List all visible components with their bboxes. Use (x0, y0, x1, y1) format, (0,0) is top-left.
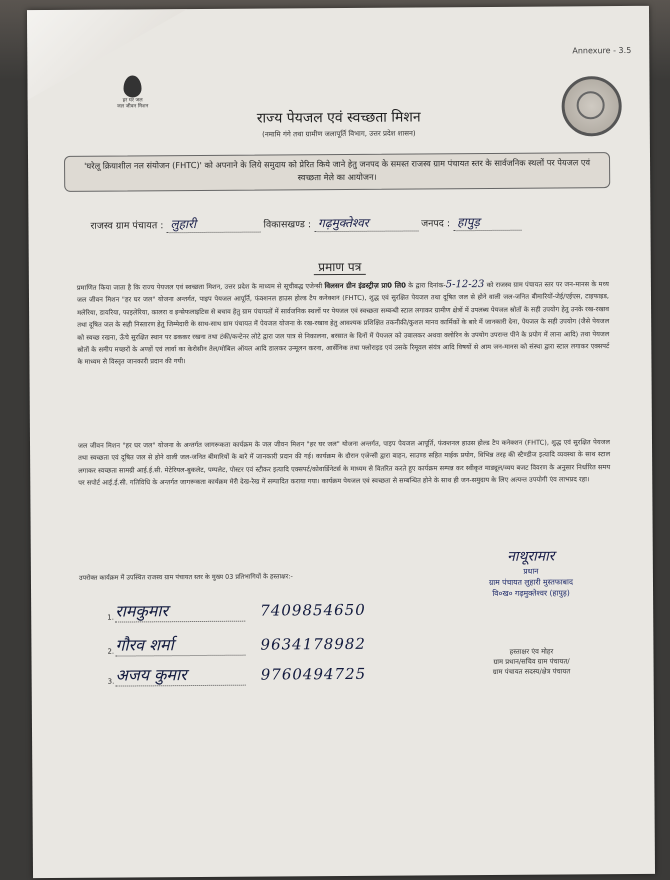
gram-value: लुहारी (166, 215, 260, 234)
participant-phone: 7409854650 (260, 600, 366, 620)
annexure-label: Annexure - 3.5 (572, 45, 632, 56)
pradhan-signature-block (441, 546, 621, 599)
event-banner: 'घरेलू क्रियाशील नल संयोजन (FHTC)' को अपनाने के लिये समुदाय को प्रेरित किये जाने हेतु जनपद के समस्त राजस्व ग्राम पंचायत स्तर के सार्वजनिक स्थलों पर पेयजल एवं स्वच्छता मेले का आयोजन। (64, 152, 610, 192)
village-row (90, 212, 610, 234)
document-page (27, 6, 655, 878)
gram-label: राजस्व ग्राम पंचायत : (90, 220, 164, 232)
logo-text-1: हर घर जल (122, 97, 143, 104)
har-ghar-jal-logo (109, 75, 155, 109)
water-drop-icon (123, 75, 141, 97)
participant-name: गौरव शर्मा (115, 633, 245, 657)
district-label: जनपद : (421, 218, 451, 230)
stamp-line-2: ग्राम पंचायत लुहारी मुस्तफाबाद (488, 577, 574, 587)
paragraph-1: प्रमाणित किया जाता है कि राज्य पेयजल एवं स्वच्छता मिशन, उत्तर प्रदेश के माध्यम से सूचीबद्ध एजेन्सी विलसन ग्रीन इंडस्ट्रीज़ प्रा0 लि0 के द्वारा दिनांक-5-12-23 को राजस्व ग्राम पंचायत स्तर पर जन-मानस के मध्य जल जीवन मिशन "हर घर जल" योजना अन्तर्गत, पाइप पेयजल आपूर्ति, फंक्शनल हाउस होल्ड टैप कनेक्शन (FHTC), शुद्ध एवं सुरक्षित पेयजल तथा दूषित जल से होने वाली जल-जनित बीमारियों-जेई/एईएस, टाइफाइड, मलेरिया, डायरिया, फाइलेरिया, कालरा व इन्सेफलाइटिस से बचाव हेतु ग्राम पंचायतों में सार्वजनिक स्थलों पर पेयजल एवं स्वच्छता सम्बन्धी स्टाल लगाकर ग्रामीण क्षेत्रों में उपलब्ध पेयजल स्रोतों के सही उपयोग हेतु उनके रख-रखाव तथा दूषित जल के सही निस्तारण हेतु जिम्मेदारी के साथ-साथ ग्राम पंचायत में पेयजल योजना के रख-रखाव हेतु आवश्यक प्रशिक्षित तकनीकी/कुशल मानव कार्मिकों के बारे में जानकारी देना, पेयजल के सही उपयोग (जैसे पेयजल को स्वच्छ रखना, ऊँचे सुरक्षित स्थान पर ढककर रखना तथा टंकी/कन्टेनर लोटे द्वारा जल पात्र से निकालना, बरसात के दिनों में पेयजल को उबालकर अथवा क्लोरिन के उपयोग उपरान्त पीने के प्रयोग में लाना आदि) तथा पेयजल स्रोतों के समीप मच्छरों के अण्डों एवं लार्वा का केरोसीन तेल/मोबिल ऑयल आदि डालकर उन्मूलन करना, आर्सेनिक तथा फ्लोराइड एवं उसके रिमूवल संयंत्र आदि विषयों से आम जन-मानस को संस्था द्वारा स्टाल लगाकर एक्सपर्ट के माध्यम से विस्तृत जानकारी प्रदान की गयी। (76, 278, 610, 367)
participants-note: उपरोक्त कार्यक्रम में उपस्थित राजस्व ग्राम पंचायत स्तर के मुख्य 03 प्रतिभागियों के हस्ताक्षर:- (78, 572, 293, 582)
agency-name: विलसन ग्रीन इंडस्ट्रीज़ प्रा0 लि0 (324, 281, 407, 291)
document-subtitle: (नमामि गंगे तथा ग्रामीण जलापूर्ति विभाग, उत्तर प्रदेश शासन) (262, 129, 416, 139)
participant-phone: 9634178982 (260, 634, 367, 654)
event-date: 5-12-23 (445, 278, 485, 291)
stamp-line-1: प्रधान (523, 566, 539, 576)
signature-caption: हस्ताक्षर एंव मोहर ग्राम प्रधान/सचिव ग्राम पंचायत/ ग्राम पंचायत सदस्य/क्षेत्र पंचायत (492, 647, 571, 676)
block-label: विकासखण्ड : (263, 219, 312, 231)
certificate-heading: प्रमाण पत्र (29, 256, 651, 277)
participant-row: 2. गौरव शर्मा 9634178982 (115, 631, 435, 657)
participant-phone: 9760494725 (260, 664, 367, 684)
participant-row: 3. अजय कुमार 9760494725 (116, 661, 436, 687)
document-title: राज्य पेयजल एवं स्वच्छता मिशन (256, 109, 421, 127)
paragraph-2: जल जीवन मिशन "हर घर जल" योजना के अन्तर्गत जागरूकता कार्यक्रम के जल जीवन मिशन "हर घर जल" योजना अन्तर्गत, पाइप पेयजल आपूर्ति, फंक्शनल हाउस होल्ड टैप कनेक्शन (FHTC), शुद्ध एवं सुरक्षित पेयजल तथा स्वच्छता एवं दूषित जल से होने वाली जल-जनित बीमारियों के बारे में जानकारी प्रदान की गई। कार्यक्रम के दौरान एजेन्सी द्वारा बाहन, साउण्ड सहित माईक प्रयोग, विभिन्न तरह की स्टैण्डीज इत्यादि व्यवस्था के साथ स्टाल लगाकर स्वच्छता सामग्री आई.ई.सी. मेटेरियल-बुकलेट, पम्पलेट, पोस्टर एवं स्टीकर इत्यादि एक्सपर्ट/कोवार्डिनेटर्स के माध्यम से वितरित करते हुए कार्यक्रम सम्पन्न कर स्वीकृत माड्यूल/व्यय बजट विवरण के अनुसार निर्धारित समय पर सपोर्ट आई.ई.सी. गतिविधि के अन्तर्गत जागरूकता कार्यक्रम मेरी देख-रेख में सम्पादित कराया गया। कार्यक्रम पेयजल एवं स्वच्छता से सम्बन्धित होने के साथ ही जन-समुदाय के लिए अत्यन्त उपयोगी एंव लाभप्रद रहा। (77, 438, 611, 488)
participant-name: रामकुमार (115, 599, 245, 623)
participant-name: अजय कुमार (116, 663, 246, 687)
logo-text-2: जल जीवन मिशन (116, 103, 149, 110)
district-value: हापुड़ (453, 213, 521, 231)
folded-corner (27, 9, 188, 100)
participant-row: 1. रामकुमार 7409854650 (115, 597, 435, 623)
block-value: गढ़मुक्तेश्वर (314, 213, 418, 232)
stamp-line-3: वि०ख० गढ़मुक्तेश्वर (हापुड़) (492, 588, 570, 598)
signature-scribble: नाथूरामार (507, 548, 555, 565)
